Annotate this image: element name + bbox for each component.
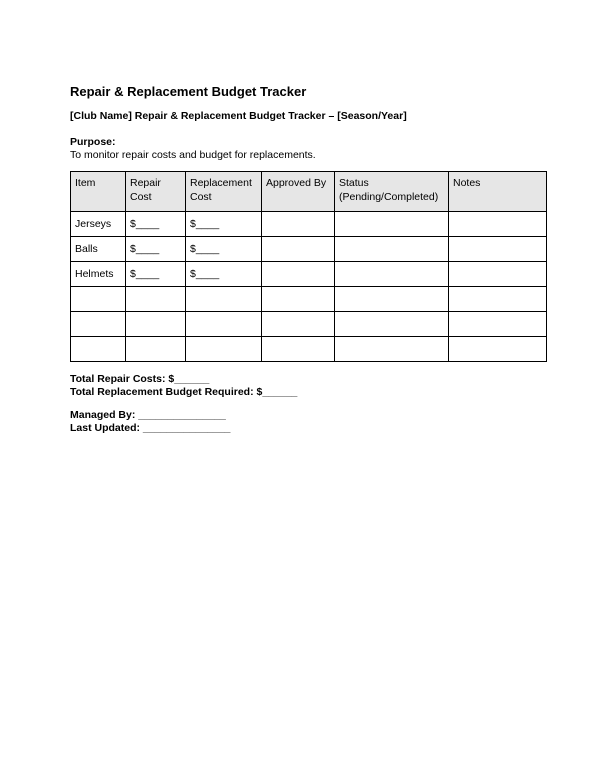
budget-tracker-table	[70, 171, 547, 362]
cell-repair-cost[interactable]: $____	[126, 237, 186, 262]
table-row	[71, 312, 547, 337]
cell-notes[interactable]	[449, 262, 547, 287]
cell-repair-cost[interactable]: $____	[126, 212, 186, 237]
purpose-label: Purpose:	[70, 136, 116, 148]
cell-status[interactable]	[335, 337, 449, 362]
cell-notes[interactable]	[449, 312, 547, 337]
header-approved-label: Approved By	[266, 177, 327, 189]
document-subtitle: [Club Name] Repair & Replacement Budget Tracker – [Season/Year]	[70, 110, 407, 122]
cell-notes[interactable]	[449, 287, 547, 312]
header-replacement-cost	[186, 172, 262, 212]
cell-status[interactable]	[335, 287, 449, 312]
header-status-line2: (Pending/Completed)	[339, 191, 439, 203]
cell-notes[interactable]	[449, 212, 547, 237]
total-repair-costs: Total Repair Costs: $______	[70, 373, 210, 385]
cell-replacement-cost[interactable]: $____	[186, 237, 262, 262]
cell-repair-cost[interactable]: $____	[126, 262, 186, 287]
header-approved-by	[262, 172, 335, 212]
cell-replacement-cost[interactable]	[186, 287, 262, 312]
cell-replacement-cost[interactable]	[186, 312, 262, 337]
header-item-label: Item	[75, 177, 96, 189]
cell-approved-by[interactable]	[262, 237, 335, 262]
cell-item[interactable]	[71, 312, 126, 337]
cell-item[interactable]	[71, 337, 126, 362]
table-row	[71, 262, 547, 287]
table-header-row	[71, 172, 547, 212]
cell-approved-by[interactable]	[262, 312, 335, 337]
cell-item[interactable]: Jerseys	[71, 212, 126, 237]
management-section	[70, 409, 231, 435]
cell-item[interactable]	[71, 287, 126, 312]
cell-replacement-cost[interactable]: $____	[186, 212, 262, 237]
cell-repair-cost[interactable]	[126, 337, 186, 362]
cell-status[interactable]	[335, 262, 449, 287]
cell-repair-cost[interactable]	[126, 312, 186, 337]
header-replacement-line2: Cost	[190, 191, 212, 203]
cell-approved-by[interactable]	[262, 212, 335, 237]
cell-approved-by[interactable]	[262, 337, 335, 362]
cell-notes[interactable]	[449, 337, 547, 362]
cell-notes[interactable]	[449, 237, 547, 262]
table-row	[71, 237, 547, 262]
header-repair-cost	[126, 172, 186, 212]
cell-status[interactable]	[335, 312, 449, 337]
header-replacement-line1: Replacement	[190, 177, 252, 189]
cell-status[interactable]	[335, 237, 449, 262]
header-repair-line2: Cost	[130, 191, 152, 203]
cell-item[interactable]: Helmets	[71, 262, 126, 287]
header-notes-label: Notes	[453, 177, 481, 189]
header-notes	[449, 172, 547, 212]
header-repair-line1: Repair	[130, 177, 161, 189]
cell-replacement-cost[interactable]: $____	[186, 262, 262, 287]
header-item	[71, 172, 126, 212]
cell-approved-by[interactable]	[262, 262, 335, 287]
cell-approved-by[interactable]	[262, 287, 335, 312]
purpose-text: To monitor repair costs and budget for replacements.	[70, 149, 316, 161]
document-title: Repair & Replacement Budget Tracker	[70, 84, 307, 99]
total-replacement-budget: Total Replacement Budget Required: $______	[70, 386, 298, 398]
cell-repair-cost[interactable]	[126, 287, 186, 312]
table-row	[71, 287, 547, 312]
table-row	[71, 212, 547, 237]
last-updated-field: Last Updated: _______________	[70, 422, 231, 434]
totals-section	[70, 373, 297, 399]
cell-status[interactable]	[335, 212, 449, 237]
cell-replacement-cost[interactable]	[186, 337, 262, 362]
cell-item[interactable]: Balls	[71, 237, 126, 262]
header-status-line1: Status	[339, 177, 369, 189]
header-status	[335, 172, 449, 212]
table-row	[71, 337, 547, 362]
managed-by-field: Managed By: _______________	[70, 409, 226, 421]
